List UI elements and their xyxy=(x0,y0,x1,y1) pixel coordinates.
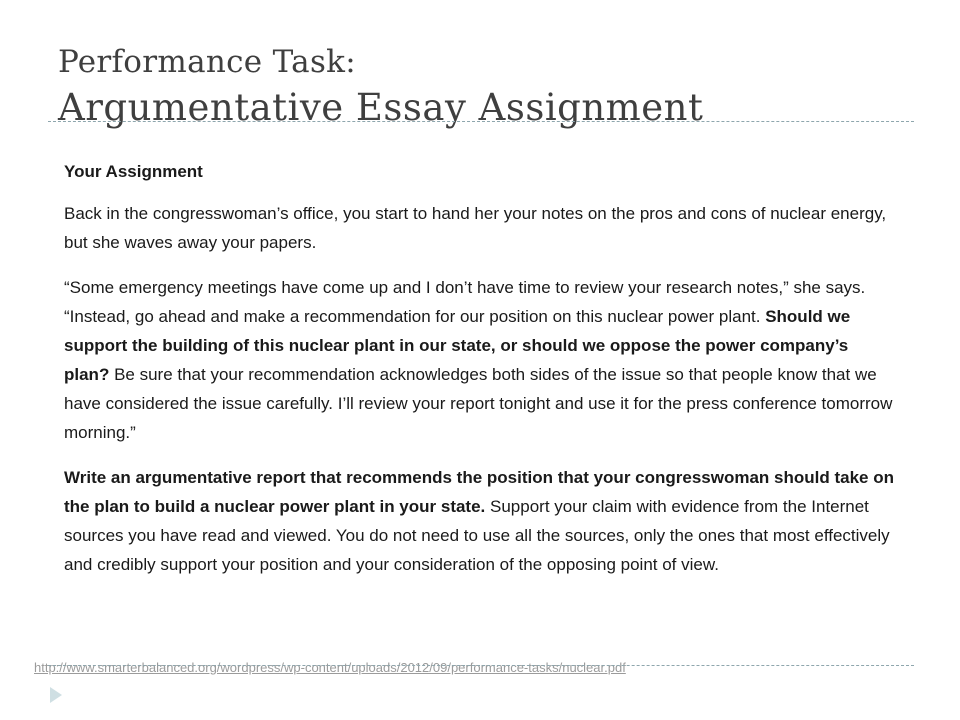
footer-divider xyxy=(48,665,914,666)
paragraph-2-bold-question: Should we support the building of this nuclear plant in our state, or should we oppose the power company’s plan? xyxy=(64,307,851,384)
paragraph-3 xyxy=(64,463,894,579)
paragraph-2-text-a: “Some emergency meetings have come up and I don’t have time to review your research notes,” she says. “Instead, go ahead and make a recommendation for our position on this nuclear power plant. xyxy=(64,278,866,326)
paragraph-2 xyxy=(64,273,894,447)
slide-title-line1: Performance Task: xyxy=(58,44,356,80)
paragraph-2-text-b: Be sure that your recommendation acknowledges both sides of the issue so that people know that we have considered the issue carefully. I’ll review your report tonight and use it for the press conference tomorrow morning.” xyxy=(64,365,893,442)
slide-title-line2: Argumentative Essay Assignment xyxy=(58,86,704,129)
assignment-heading: Your Assignment xyxy=(64,162,203,181)
title-divider xyxy=(48,121,914,122)
paragraph-1: Back in the congresswoman’s office, you start to hand her your notes on the pros and cons of nuclear energy, but she waves away your papers. xyxy=(64,204,887,252)
paragraph-3-bold-task: Write an argumentative report that recommends the position that your congresswoman should take on the plan to build a nuclear power plant in your state. xyxy=(64,468,894,516)
triangle-right-icon xyxy=(50,687,62,703)
source-link[interactable]: http://www.smarterbalanced.org/wordpress/wp-content/uploads/2012/09/performance-tasks/nuclear.pdf xyxy=(34,660,626,675)
assignment-content xyxy=(64,158,894,595)
paragraph-3-text: Support your claim with evidence from the Internet sources you have read and viewed. You do not need to use all the sources, only the ones that most effectively and credibly support your position and your consideration of the opposing point of view. xyxy=(64,497,890,574)
